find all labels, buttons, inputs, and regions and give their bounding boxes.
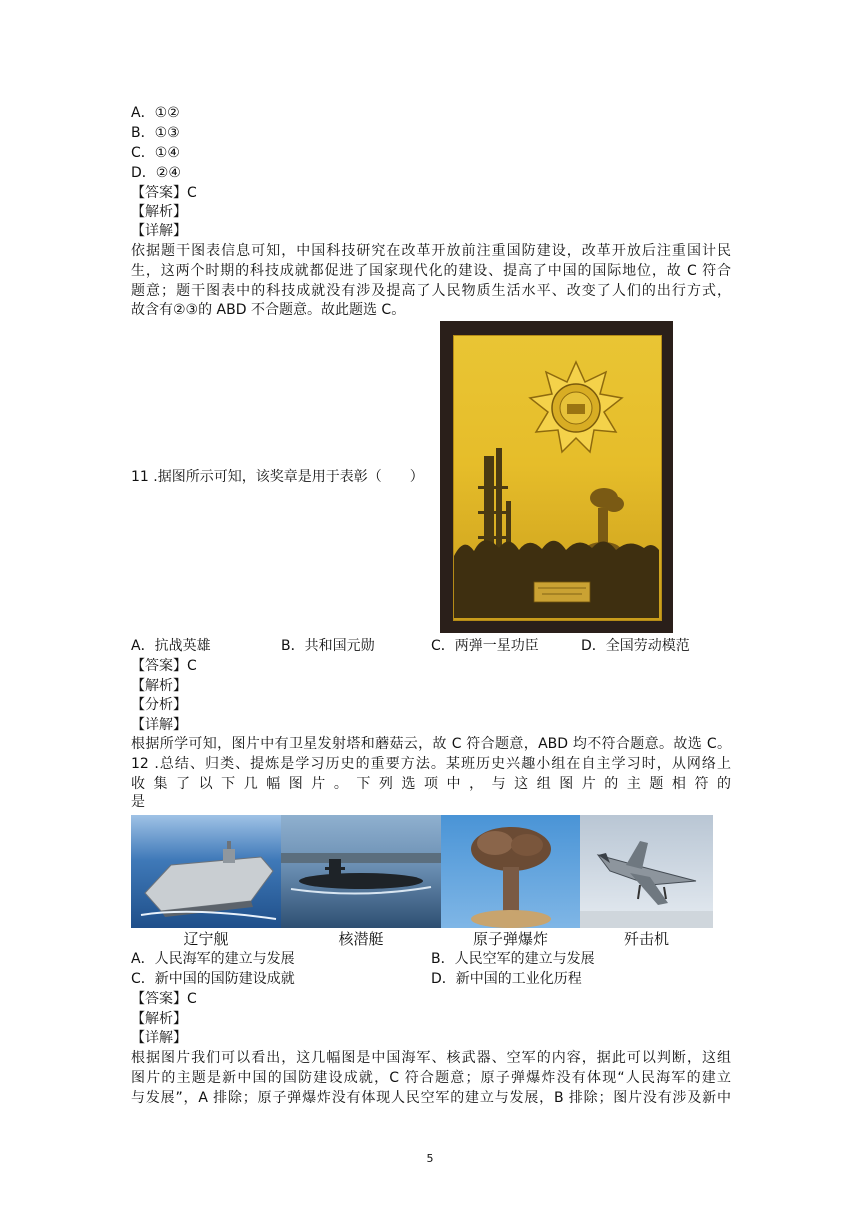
q12-detail-heading: 【详解】 [131, 1030, 187, 1046]
plaque-artwork [454, 336, 659, 618]
q11-option-a: A．抗战英雄 [131, 638, 211, 654]
page-number: 5 [426, 1152, 434, 1165]
q10-analysis-heading: 【解析】 [131, 204, 187, 220]
q10-explanation-line-3: 题意；题干图表中的科技成就没有涉及提高了人民物质生活水平、改变了人们的出行方式， [131, 283, 731, 299]
q12-option-d: D．新中国的工业化历程 [431, 971, 582, 987]
q10-explanation-line-4: 故含有②③的 ABD 不合题意。故此题选 C。 [131, 302, 406, 318]
atomic-bomb-explosion-photo [441, 815, 580, 928]
q10-detail-heading: 【详解】 [131, 223, 187, 239]
q12-question-line-2: 收集了以下几幅图片。下列选项中，与这组图片的主题相符的 [131, 776, 731, 792]
caption-fighter-jet: 歼击机 [623, 930, 669, 948]
q12-option-a: A．人民海军的建立与发展 [131, 951, 295, 967]
medal-plaque-image [440, 321, 673, 633]
aircraft-carrier-photo [131, 815, 281, 928]
q11-option-b: B．共和国元勋 [281, 638, 375, 654]
q12-photo-strip [131, 815, 713, 928]
q10-explanation-line-1: 依据题干图表信息可知，中国科技研究在改革开放前注重国防建设，改革开放后注重国计民 [131, 243, 731, 259]
q11-analyze-heading: 【分析】 [131, 697, 187, 713]
caption-liaoning-carrier: 辽宁舰 [183, 930, 229, 948]
q10-option-c: C．①④ [131, 145, 180, 161]
q12-option-b: B．人民空军的建立与发展 [431, 951, 595, 967]
fighter-jet-photo [580, 815, 713, 928]
nuclear-submarine-photo [281, 815, 441, 928]
q10-option-b: B．①③ [131, 125, 180, 141]
q12-question-line-3: 是 [131, 794, 145, 810]
launch-tower [478, 448, 511, 556]
q11-answer: 【答案】C [131, 658, 197, 674]
caption-nuclear-submarine: 核潜艇 [338, 930, 384, 948]
q12-explanation-line-1: 根据图片我们可以看出，这几幅图是中国海军、核武器、空军的内容，据此可以判断，这组 [131, 1050, 731, 1066]
q11-explanation: 根据所学可知，图片中有卫星发射塔和蘑菇云，故 C 符合题意，ABD 均不符合题意。故选 C。 [131, 736, 731, 752]
q10-option-a: A．①② [131, 105, 180, 121]
q12-explanation-line-3: 与发展”，A 排除；原子弹爆炸没有体现人民空军的建立与发展，B 排除；图片没有涉及新中 [131, 1090, 731, 1106]
crowd-silhouette [454, 540, 659, 618]
q11-analysis-heading: 【解析】 [131, 678, 187, 694]
q10-answer: 【答案】C [131, 185, 197, 201]
q11-detail-heading: 【详解】 [131, 717, 187, 733]
q11-option-d: D．全国劳动模范 [581, 638, 690, 654]
q12-question-line-1: 12 .总结、归类、提炼是学习历史的重要方法。某班历史兴趣小组在自主学习时，从网络上 [131, 756, 731, 772]
q12-explanation-line-2: 图片的主题是新中国的国防建设成就，C 符合题意；原子弹爆炸没有体现“人民海军的建立 [131, 1070, 731, 1086]
q12-option-c: C．新中国的国防建设成就 [131, 971, 295, 987]
q11-question: 11 .据图所示可知，该奖章是用于表彰（ ） [131, 469, 424, 485]
q12-answer: 【答案】C [131, 991, 197, 1007]
q11-option-c: C．两弹一星功臣 [431, 638, 539, 654]
q12-analysis-heading: 【解析】 [131, 1011, 187, 1027]
q10-explanation-line-2: 生，这两个时期的科技成就都促进了国家现代化的建设、提高了中国的国际地位，故 C 符合 [131, 263, 731, 279]
national-emblem-medal [530, 362, 622, 452]
caption-atomic-bomb: 原子弹爆炸 [472, 930, 548, 948]
q10-option-d: D．②④ [131, 165, 181, 181]
